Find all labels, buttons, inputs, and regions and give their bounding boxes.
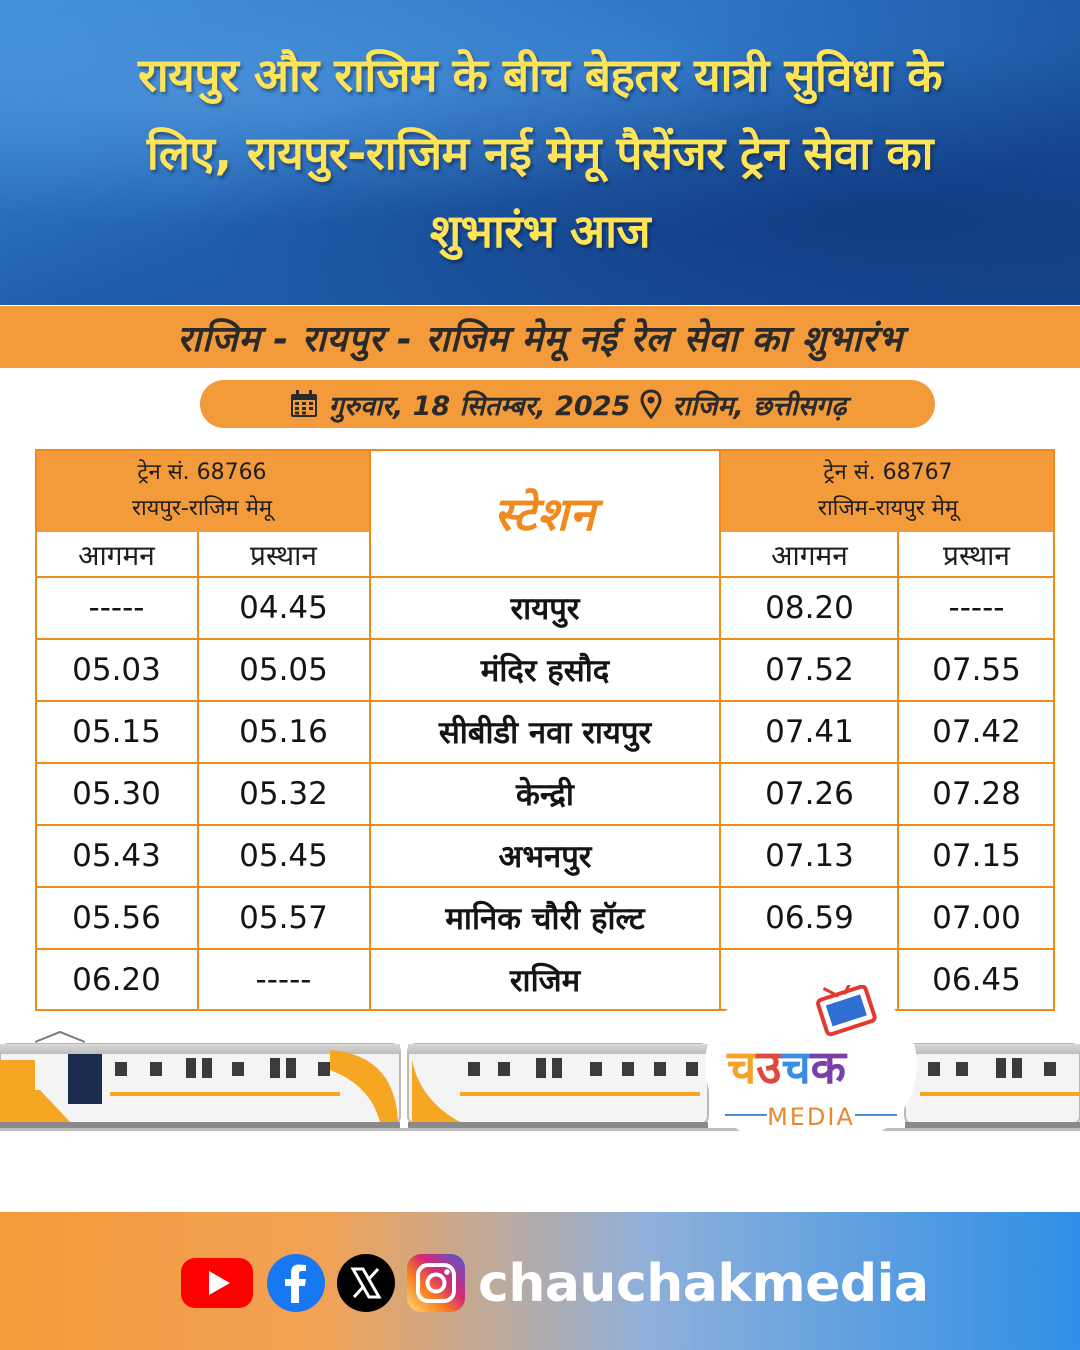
right-departure-header: प्रस्थान bbox=[943, 538, 1010, 572]
left-train-number: ट्रेन सं. 68766 bbox=[137, 459, 267, 485]
right-train-header bbox=[721, 449, 1055, 532]
headline-line-2: लिए, रायपुर-राजिम नई मेमू पैसेंजर ट्रेन सेवा का bbox=[146, 125, 934, 180]
grid-horizontal-line bbox=[35, 449, 1055, 451]
left-departure-cell: ----- bbox=[255, 962, 312, 998]
right-train-name: राजिम-रायपुर मेमू bbox=[817, 495, 959, 521]
left-departure-header: प्रस्थान bbox=[250, 538, 317, 572]
left-arrival-cell: 05.03 bbox=[72, 652, 161, 688]
right-arrival-cell: 07.41 bbox=[765, 714, 854, 750]
left-arrival-cell: 06.20 bbox=[72, 962, 161, 998]
station-name-cell: अभनपुर bbox=[498, 839, 592, 875]
right-arrival-cell: 07.52 bbox=[765, 652, 854, 688]
instagram-icon[interactable] bbox=[406, 1253, 466, 1313]
left-departure-cell: 05.45 bbox=[239, 838, 328, 874]
left-train-name: रायपुर-राजिम मेमू bbox=[131, 495, 273, 521]
left-arrival-header: आगमन bbox=[78, 538, 155, 572]
headline bbox=[0, 36, 1080, 270]
right-departure-cell: 07.15 bbox=[932, 838, 1021, 874]
station-name-cell: सीबीडी नवा रायपुर bbox=[438, 715, 652, 751]
station-name-cell: मंदिर हसौद bbox=[480, 653, 610, 689]
right-arrival-header: आगमन bbox=[771, 538, 848, 572]
right-arrival-cell: 06.59 bbox=[765, 900, 854, 936]
calendar-icon bbox=[289, 389, 319, 419]
left-departure-cell: 05.57 bbox=[239, 900, 328, 936]
grid-vertical-line bbox=[369, 449, 371, 1011]
social-handle[interactable]: chauchakmedia bbox=[478, 1254, 929, 1314]
x-icon[interactable] bbox=[336, 1253, 396, 1313]
event-info-pill bbox=[200, 380, 935, 428]
left-departure-cell: 05.16 bbox=[239, 714, 328, 750]
headline-line-1: रायपुर और राजिम के बीच बेहतर यात्री सुविधा के bbox=[137, 47, 943, 102]
right-arrival-cell: 08.20 bbox=[765, 590, 854, 626]
headline-line-3: शुभारंभ आज bbox=[429, 203, 651, 258]
station-name-cell: केन्द्री bbox=[516, 777, 574, 813]
left-arrival-cell: 05.56 bbox=[72, 900, 161, 936]
left-train-header bbox=[35, 449, 369, 532]
facebook-icon[interactable] bbox=[266, 1253, 326, 1313]
left-arrival-cell: ----- bbox=[88, 590, 145, 626]
grid-horizontal-line bbox=[35, 700, 1055, 702]
grid-vertical-line bbox=[1053, 449, 1055, 1011]
service-title-banner bbox=[0, 306, 1080, 368]
grid-vertical-line bbox=[35, 449, 37, 1011]
grid-vertical-line bbox=[197, 532, 199, 1011]
right-arrival-cell: 07.26 bbox=[765, 776, 854, 812]
station-name-cell: राजिम bbox=[509, 963, 581, 999]
right-departure-cell: 07.55 bbox=[932, 652, 1021, 688]
grid-horizontal-line bbox=[35, 948, 1055, 950]
left-departure-cell: 05.05 bbox=[239, 652, 328, 688]
station-name-cell: मानिक चौरी हॉल्ट bbox=[445, 901, 645, 937]
timetable bbox=[35, 449, 1055, 1014]
station-column-header: स्टेशन bbox=[494, 487, 596, 541]
left-arrival-cell: 05.30 bbox=[72, 776, 161, 812]
event-date: गुरुवार, 18 सितम्बर, 2025 bbox=[328, 390, 631, 422]
station-name-cell: रायपुर bbox=[510, 591, 580, 627]
grid-horizontal-line bbox=[35, 576, 1055, 578]
right-arrival-cell: 07.13 bbox=[765, 838, 854, 874]
right-departure-cell: ----- bbox=[948, 590, 1005, 626]
left-departure-cell: 04.45 bbox=[239, 590, 328, 626]
right-departure-cell: 07.42 bbox=[932, 714, 1021, 750]
right-departure-cell: 07.28 bbox=[932, 776, 1021, 812]
left-departure-cell: 05.32 bbox=[239, 776, 328, 812]
header-banner bbox=[0, 0, 1080, 305]
grid-vertical-line bbox=[719, 449, 721, 1011]
right-departure-cell: 06.45 bbox=[932, 962, 1021, 998]
event-location: राजिम, छत्तीसगढ़ bbox=[672, 390, 847, 422]
logo-artwork bbox=[705, 985, 917, 1145]
grid-vertical-line bbox=[897, 532, 899, 1011]
memu-train-illustration bbox=[0, 1030, 1080, 1135]
logo-word: चउचक bbox=[727, 1040, 846, 1094]
grid-horizontal-line bbox=[35, 886, 1055, 888]
youtube-icon[interactable] bbox=[180, 1255, 254, 1311]
location-pin-icon bbox=[640, 389, 662, 419]
chauchak-media-logo bbox=[705, 985, 917, 1145]
service-title: राजिम - रायपुर - राजिम मेमू नई रेल सेवा का शुभारंभ bbox=[177, 318, 903, 360]
grid-horizontal-line bbox=[35, 638, 1055, 640]
left-arrival-cell: 05.15 bbox=[72, 714, 161, 750]
right-departure-cell: 07.00 bbox=[932, 900, 1021, 936]
grid-horizontal-line bbox=[35, 762, 1055, 764]
grid-horizontal-line bbox=[35, 824, 1055, 826]
logo-subtext: MEDIA bbox=[767, 1103, 855, 1131]
left-arrival-cell: 05.43 bbox=[72, 838, 161, 874]
right-train-number: ट्रेन सं. 68767 bbox=[823, 459, 953, 485]
